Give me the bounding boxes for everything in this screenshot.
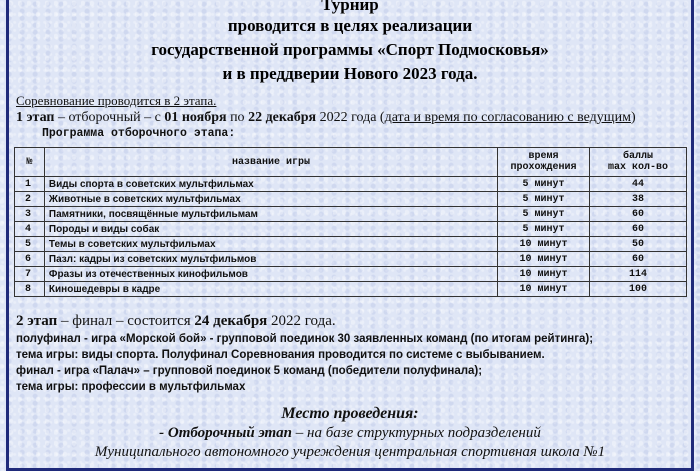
cell-name: Виды спорта в советских мультфильмах bbox=[44, 177, 497, 192]
table-row bbox=[15, 282, 687, 297]
program-table bbox=[14, 147, 687, 297]
stage1-note: дата и время по согласованию с ведущим bbox=[384, 110, 631, 125]
stages-note: Соревнование проводится в 2 этапа. bbox=[16, 93, 217, 108]
cell-points: 60 bbox=[589, 207, 686, 222]
col-time-header-2: прохождения bbox=[510, 162, 577, 173]
page-title: Турнир bbox=[321, 0, 379, 14]
stage1-year: 2022 года ( bbox=[316, 110, 385, 125]
stage2-line bbox=[16, 313, 336, 330]
stage2-final-theme: тема игры: профессии в мультфильмах bbox=[16, 381, 246, 393]
table-row bbox=[15, 252, 687, 267]
cell-num: 5 bbox=[15, 237, 45, 252]
stage1-mid: – отборочный – с bbox=[54, 110, 165, 125]
table-header-row bbox=[15, 148, 687, 177]
cell-num: 1 bbox=[15, 177, 45, 192]
cell-time: 5 минут bbox=[498, 177, 590, 192]
stage2-final: финал - игра «Палач» – групповой поединок 5 команд (победители полуфинала); bbox=[16, 365, 483, 377]
cell-points: 38 bbox=[589, 192, 686, 207]
program-name: «Спорт Подмосковья» bbox=[377, 40, 549, 59]
venue-stage: - Отборочный этап bbox=[159, 425, 293, 441]
cell-points: 60 bbox=[589, 252, 686, 267]
stage2-label: 2 этап bbox=[16, 313, 58, 329]
col-time-header-1: время bbox=[528, 151, 559, 162]
table-row bbox=[15, 192, 687, 207]
cell-name: Памятники, посвящённые мультфильмам bbox=[44, 207, 497, 222]
stage1-from: 01 ноября bbox=[164, 110, 227, 125]
venue-line-1-rest: – на базе структурных подразделений bbox=[292, 425, 541, 441]
stage2-year: 2022 года. bbox=[267, 313, 336, 329]
cell-num: 3 bbox=[15, 207, 45, 222]
stage2-semifinal: полуфинал - игра «Морской бой» - групповой поединок 30 заявленных команд (по итогам рейтинга); bbox=[16, 333, 594, 345]
cell-num: 2 bbox=[15, 192, 45, 207]
cell-time: 5 минут bbox=[498, 222, 590, 237]
cell-num: 8 bbox=[15, 282, 45, 297]
cell-name: Пазл: кадры из советских мультфильмов bbox=[44, 252, 497, 267]
col-points-header bbox=[589, 148, 686, 177]
cell-name: Породы и виды собак bbox=[44, 222, 497, 237]
cell-name: Животные в советских мультфильмах bbox=[44, 192, 497, 207]
stage1-close: ) bbox=[630, 110, 636, 125]
subtitle-line-3: и в преддверии Нового 2023 года. bbox=[222, 64, 478, 83]
stage2-semifinal-theme: тема игры: виды спорта. Полуфинал Соревнования проводится по системе с выбыванием. bbox=[16, 349, 545, 361]
cell-time: 10 минут bbox=[498, 252, 590, 267]
cell-name: Темы в советских мультфильмах bbox=[44, 237, 497, 252]
stage2-date: 24 декабря bbox=[194, 313, 268, 329]
cell-time: 10 минут bbox=[498, 282, 590, 297]
col-points-header-2: max кол-во bbox=[607, 162, 668, 173]
program-prefix: государственной программы bbox=[151, 40, 378, 59]
cell-points: 44 bbox=[589, 177, 686, 192]
cell-num: 7 bbox=[15, 267, 45, 282]
cell-time: 5 минут bbox=[498, 192, 590, 207]
venue-title: Место проведения: bbox=[281, 405, 419, 422]
table-row bbox=[15, 267, 687, 282]
stage2-mid: – финал – состоится bbox=[57, 313, 195, 329]
table-row bbox=[15, 237, 687, 252]
table-row bbox=[15, 207, 687, 222]
table-row bbox=[15, 222, 687, 237]
stage1-label: 1 этап bbox=[16, 110, 55, 125]
stage1-to: 22 декабря bbox=[248, 110, 317, 125]
venue-line-1 bbox=[0, 425, 700, 442]
cell-points: 114 bbox=[589, 267, 686, 282]
stage1-line bbox=[16, 110, 636, 126]
cell-points: 100 bbox=[589, 282, 686, 297]
subtitle-line-2 bbox=[0, 39, 700, 60]
col-points-header-1: баллы bbox=[622, 151, 653, 162]
cell-name: Киношедевры в кадре bbox=[44, 282, 497, 297]
cell-num: 6 bbox=[15, 252, 45, 267]
cell-points: 50 bbox=[589, 237, 686, 252]
program-title: Программа отборочного этапа: bbox=[42, 127, 236, 140]
table-row bbox=[15, 177, 687, 192]
venue-line-2: Муниципального автономного учреждения центральная спортивная школа №1 bbox=[94, 444, 606, 460]
cell-points: 60 bbox=[589, 222, 686, 237]
cell-time: 10 минут bbox=[498, 267, 590, 282]
col-name-header: название игры bbox=[44, 148, 497, 177]
cell-time: 5 минут bbox=[498, 207, 590, 222]
subtitle-line-1: проводится в целях реализации bbox=[227, 16, 473, 35]
cell-name: Фразы из отечественных кинофильмов bbox=[44, 267, 497, 282]
stage1-to-word: по bbox=[226, 110, 249, 125]
col-time-header bbox=[498, 148, 590, 177]
cell-time: 10 минут bbox=[498, 237, 590, 252]
col-num-header: № bbox=[15, 148, 45, 177]
cell-num: 4 bbox=[15, 222, 45, 237]
